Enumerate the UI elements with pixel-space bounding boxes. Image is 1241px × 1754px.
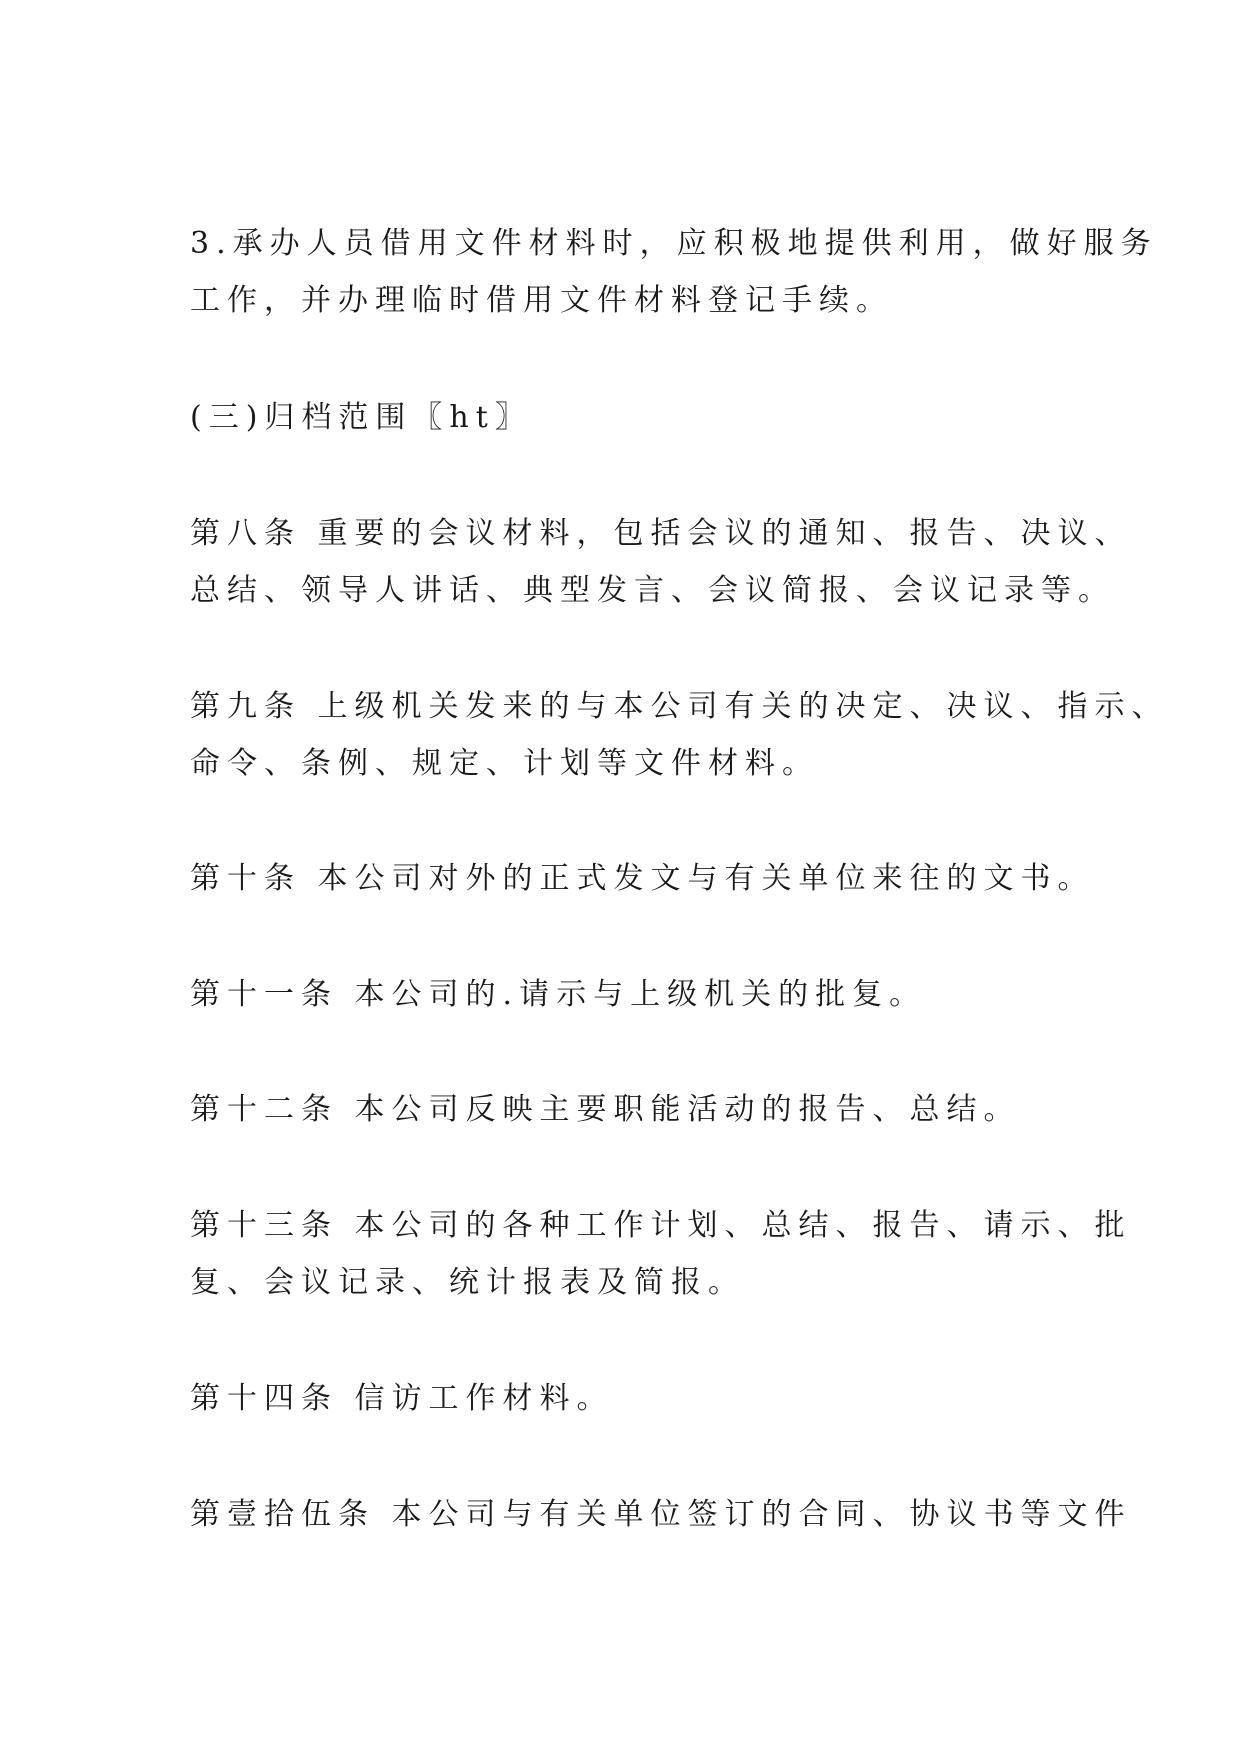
text-line: 工作，并办理临时借用文件材料登记手续。: [190, 283, 893, 318]
article-8-line-2: 总结、领导人讲话、典型发言、会议简报、会议记录等。: [190, 573, 1115, 608]
article-8-line-1: 第八条 重要的会议材料，包括会议的通知、报告、决议、: [190, 516, 1132, 551]
article-13-line-2: 复、会议记录、统计报表及简报。: [190, 1265, 745, 1300]
section-heading: (三)归档范围〖ht〗: [190, 400, 532, 435]
article-13-line-1: 第十三条 本公司的各种工作计划、总结、报告、请示、批: [190, 1208, 1132, 1243]
article-14: 第十四条 信访工作材料。: [190, 1381, 614, 1416]
article-9-line-1: 第九条 上级机关发来的与本公司有关的决定、决议、指示、: [190, 689, 1169, 724]
article-11: 第十一条 本公司的.请示与上级机关的批复。: [190, 977, 927, 1012]
article-10: 第十条 本公司对外的正式发文与有关单位来往的文书。: [190, 861, 1095, 896]
article-15: 第壹拾伍条 本公司与有关单位签订的合同、协议书等文件: [190, 1497, 1132, 1532]
article-9-line-2: 命令、条例、规定、计划等文件材料。: [190, 746, 819, 781]
article-12: 第十二条 本公司反映主要职能活动的报告、总结。: [190, 1092, 1021, 1127]
text-line: 3.承办人员借用文件材料时，应积极地提供利用，做好服务: [190, 226, 1158, 261]
